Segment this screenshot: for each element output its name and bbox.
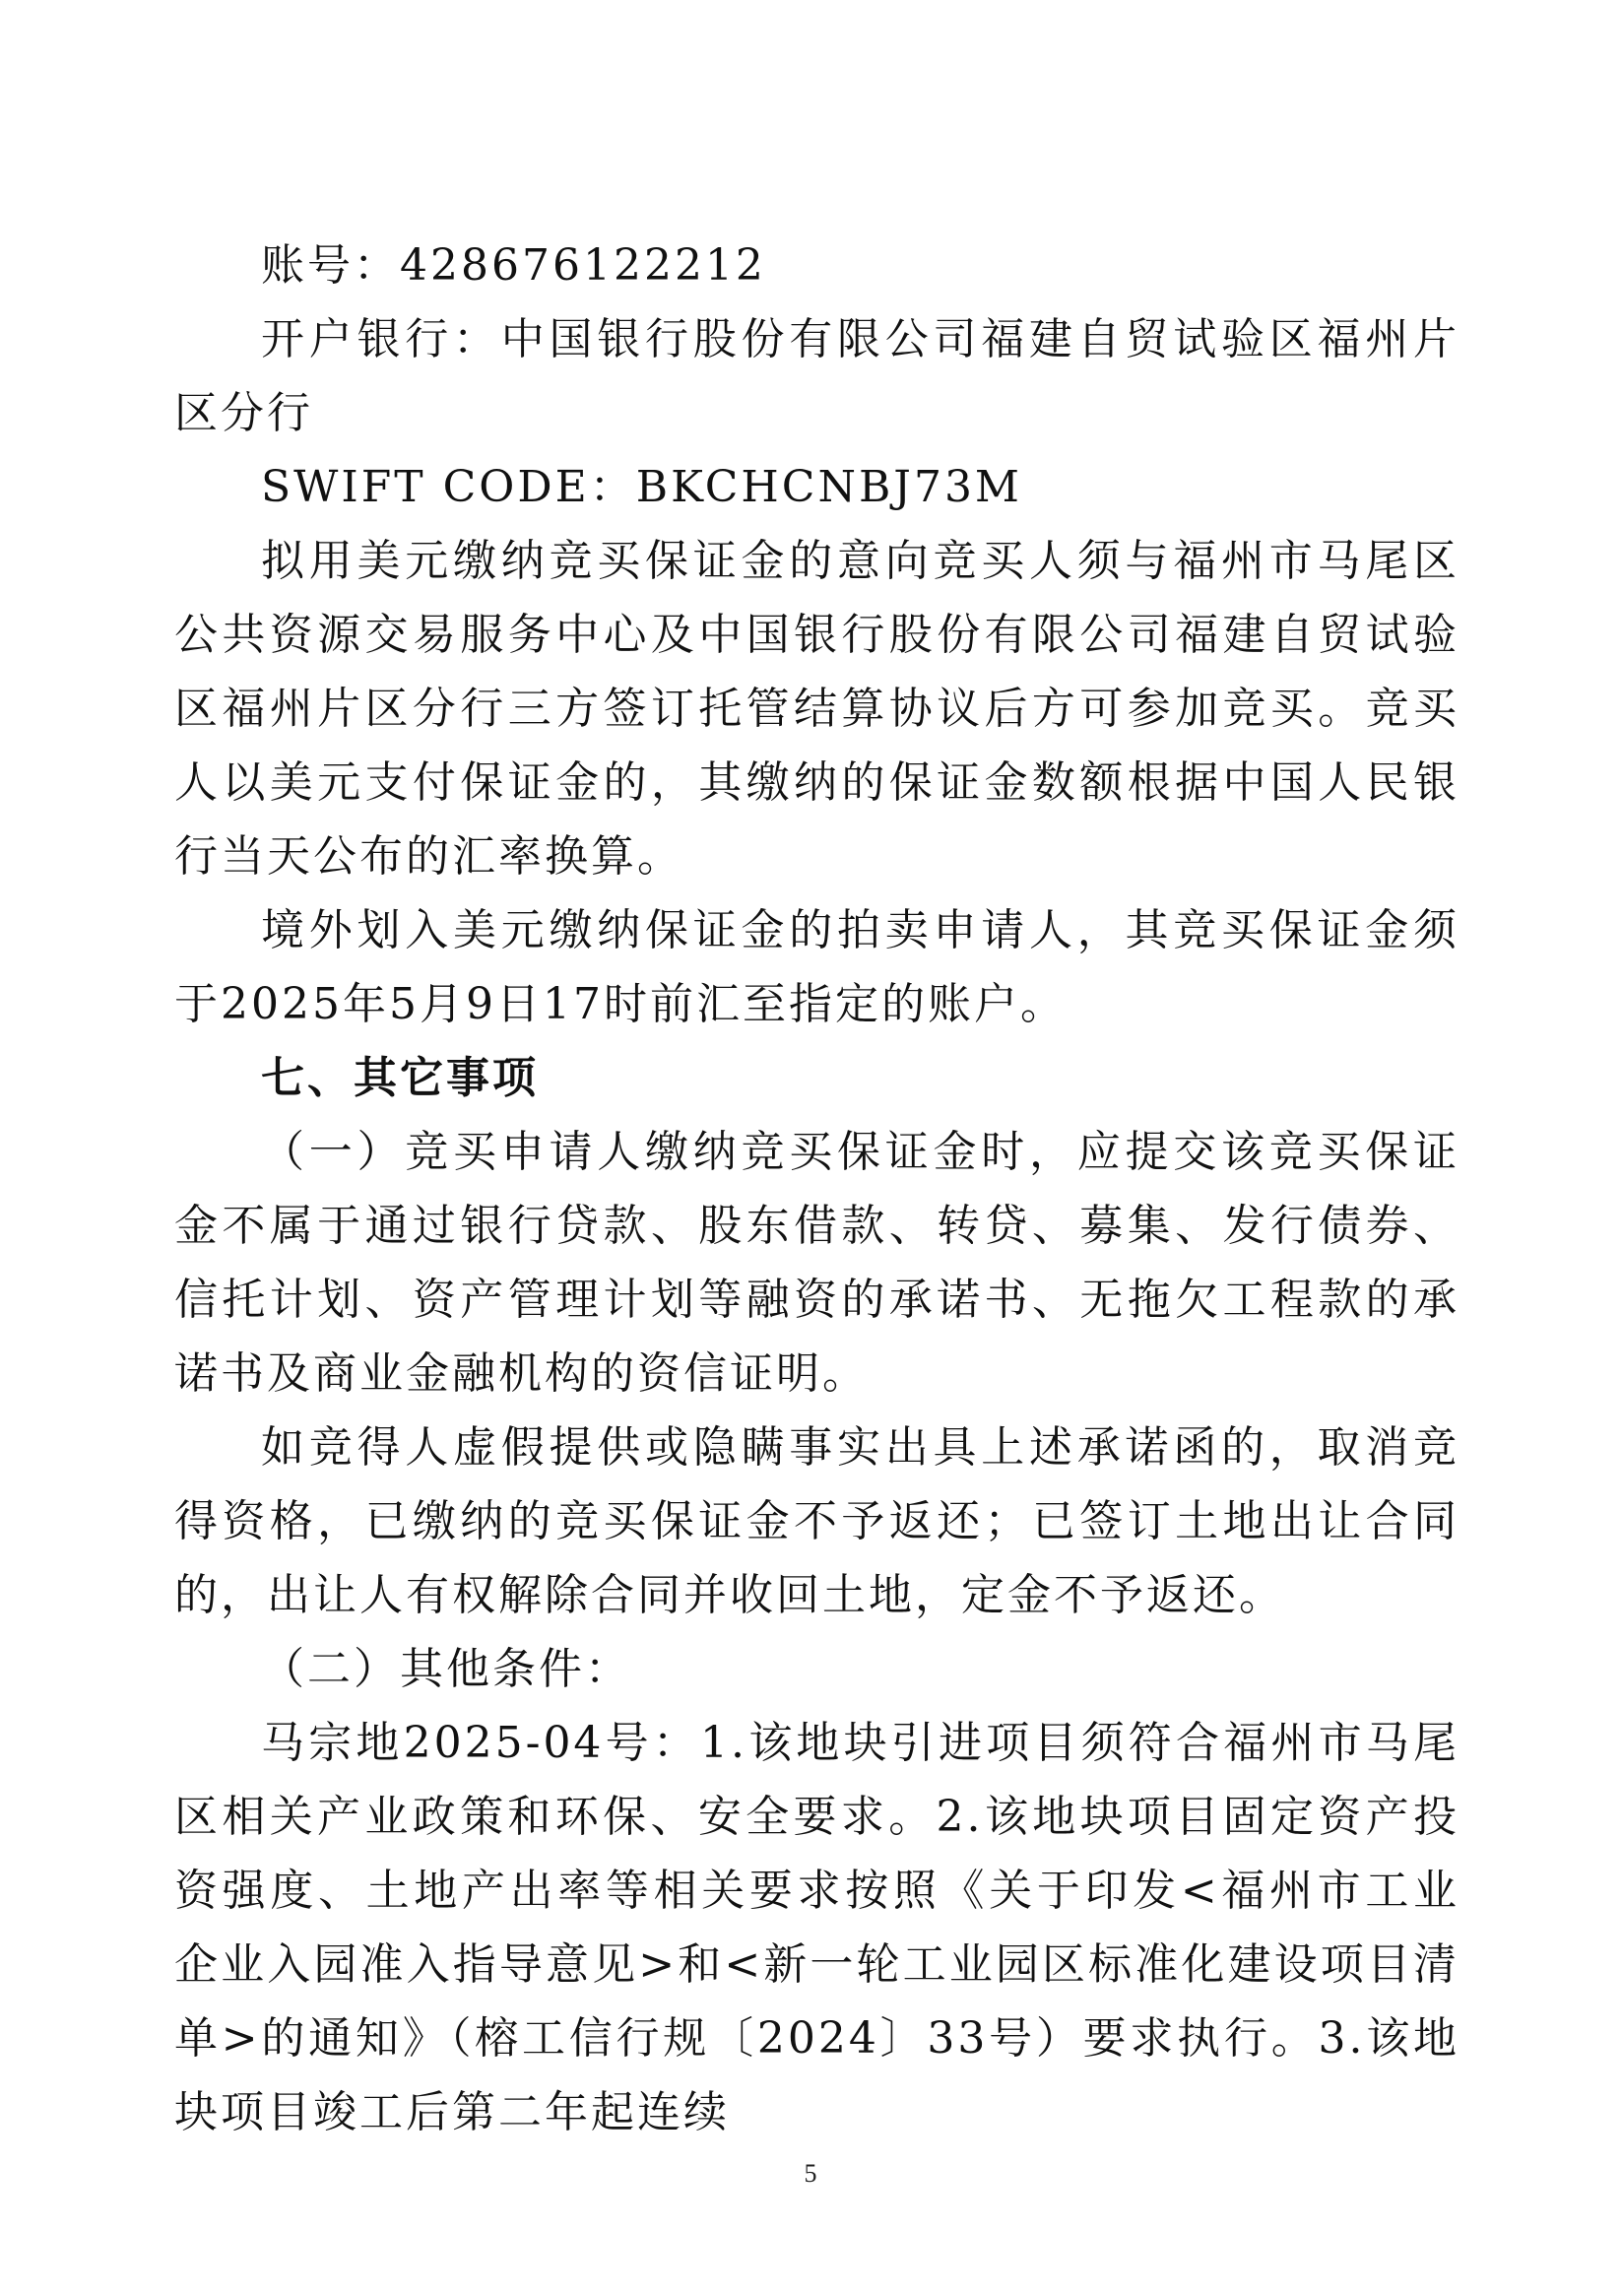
usd-deposit-paragraph: 拟用美元缴纳竞买保证金的意向竞买人须与福州市马尾区公共资源交易服务中心及中国银行股份有限公司福建自贸试验区福州片区分行三方签订托管结算协议后方可参加竞买。竞买人以美元支付保证金的，其缴纳的保证金数额根据中国人民银行当天公布的汇率换算。	[174, 536, 1459, 882]
swift-code-line: SWIFT CODE：BKCHCNBJ73M	[261, 462, 1022, 512]
bank-name-paragraph: 开户银行：中国银行股份有限公司福建自贸试验区福州片区分行	[174, 314, 1459, 438]
clause-one-paragraph: （一）竞买申请人缴纳竞买保证金时，应提交该竞买保证金不属于通过银行贷款、股东借款、转贷、募集、发行债券、信托计划、资产管理计划等融资的承诺书、无拖欠工程款的承诺书及商业金融机构的资信证明。	[174, 1127, 1459, 1399]
parcel-conditions-paragraph: 马宗地2025-04号：1.该地块引进项目须符合福州市马尾区相关产业政策和环保、安全要求。2.该地块项目固定资产投资强度、土地产出率等相关要求按照《关于印发<福州市工业企业入园准入指导意见>和<新一轮工业园区标准化建设项目清单>的通知》（榕工信行规〔2024〕33号）要求执行。3.该地块项目竣工后第二年起连续	[174, 1718, 1459, 2137]
section-heading-other-matters: 七、其它事项	[261, 1053, 539, 1103]
clause-two-heading: （二）其他条件：	[261, 1644, 631, 1694]
false-commitment-paragraph: 如竞得人虚假提供或隐瞒事实出具上述承诺函的，取消竞得资格，已缴纳的竞买保证金不予返还；已签订土地出让合同的，出让人有权解除合同并收回土地，定金不予返还。	[174, 1422, 1459, 1620]
page-number: 5	[804, 2159, 817, 2188]
overseas-remittance-paragraph: 境外划入美元缴纳保证金的拍卖申请人，其竞买保证金须于2025年5月9日17时前汇至指定的账户。	[174, 905, 1459, 1029]
account-number-line: 账号：428676122212	[261, 240, 766, 291]
